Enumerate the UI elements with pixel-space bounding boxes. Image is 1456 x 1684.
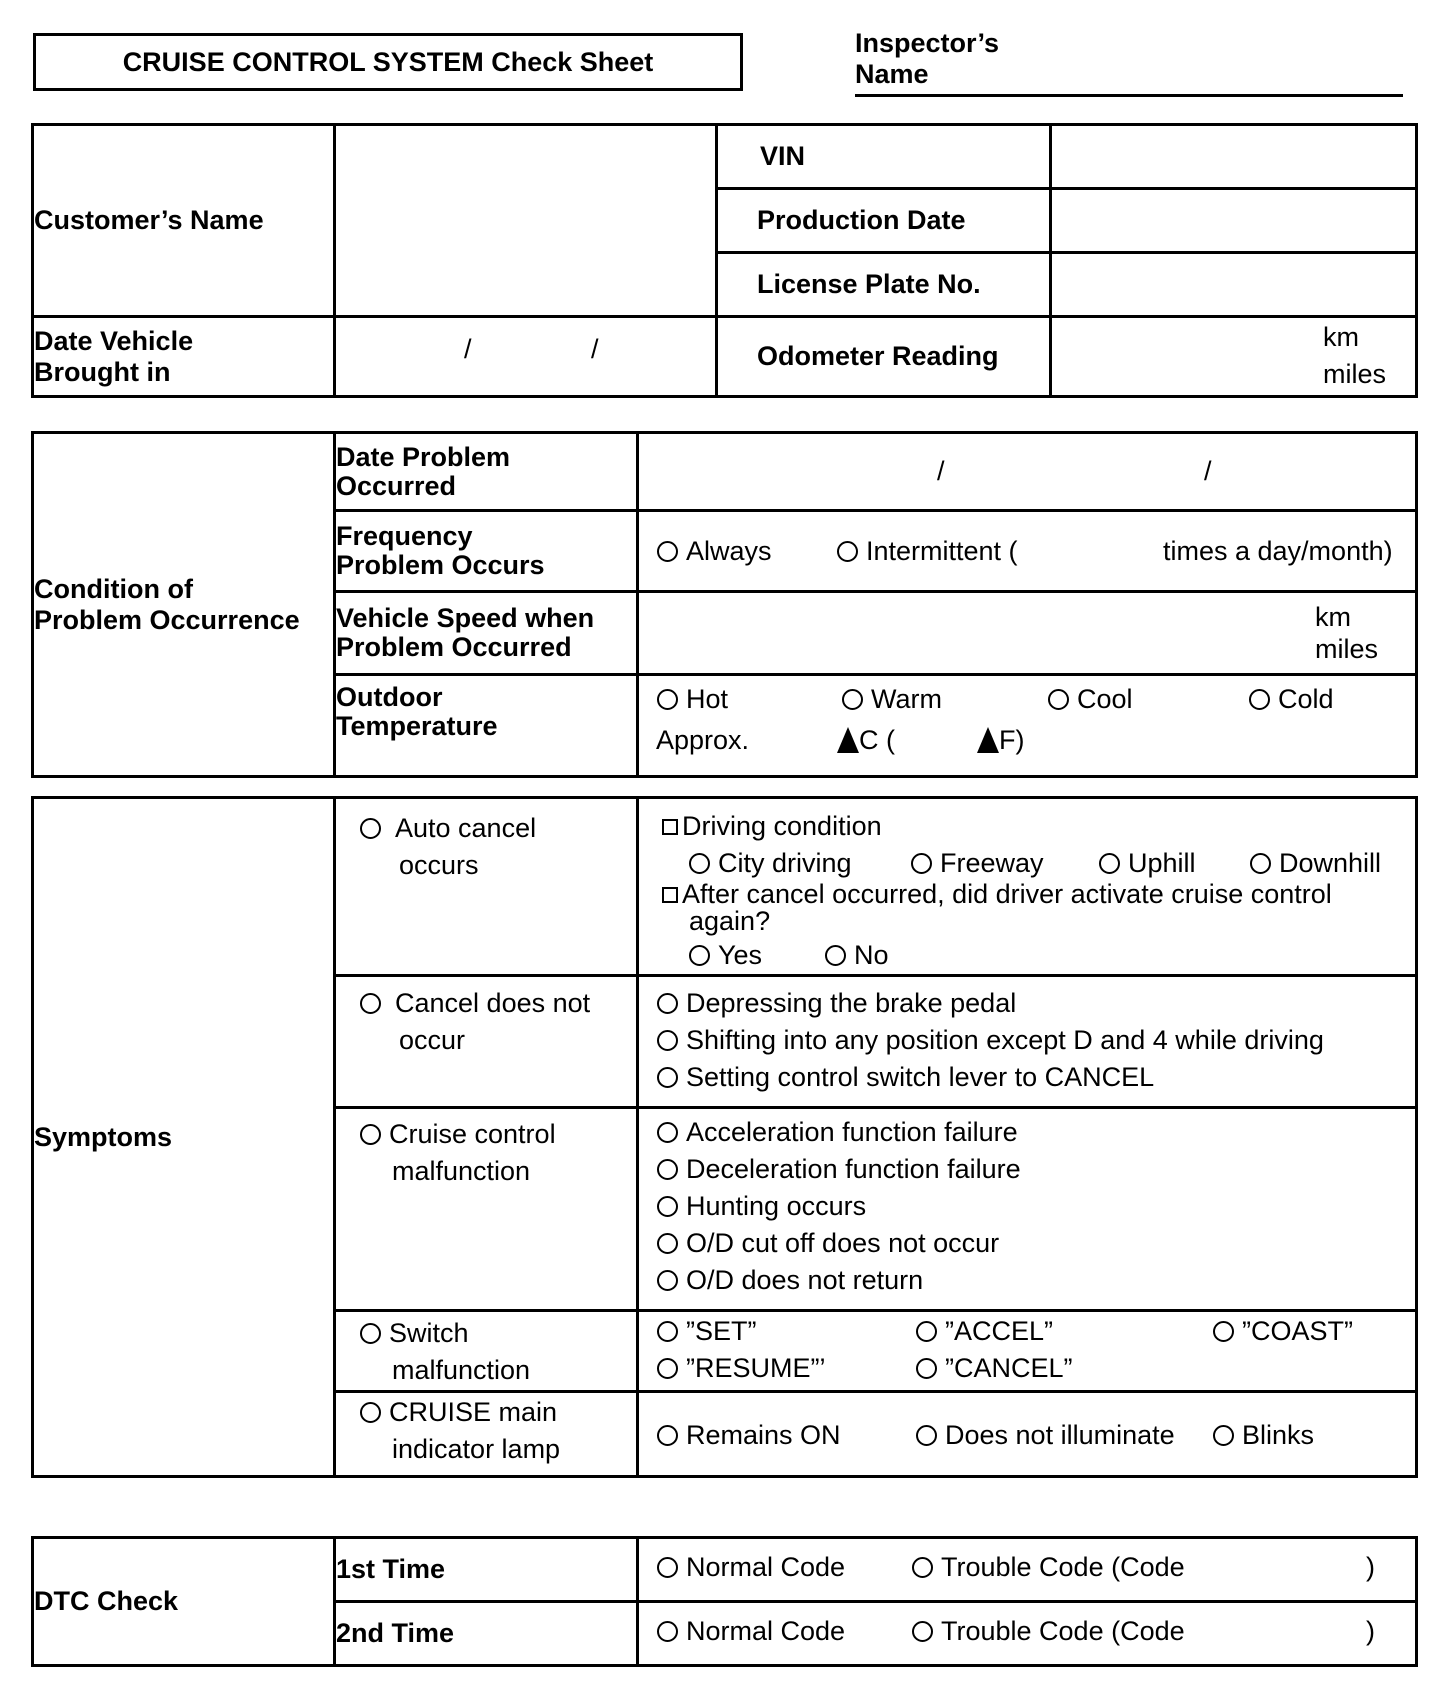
radio-icon[interactable] (842, 689, 863, 710)
setting-cancel-option[interactable]: Setting control switch lever to CANCEL (657, 1062, 1154, 1093)
hunting-option[interactable]: Hunting occurs (657, 1191, 866, 1222)
switch-malfunction-option[interactable]: Switch (360, 1318, 469, 1349)
dtc-second-time-label: 2nd Time (335, 1602, 638, 1666)
temp-warm-option[interactable]: Warm (842, 684, 942, 715)
second-normal-code-option[interactable]: Normal Code (657, 1616, 845, 1647)
radio-icon[interactable] (360, 1402, 381, 1423)
inspector-name-label (855, 28, 999, 90)
second-code-close: ) (1366, 1616, 1375, 1646)
radio-icon[interactable] (657, 1030, 678, 1051)
condition-title-line2: Problem Occurrence (34, 604, 300, 635)
date-slash: / (1204, 456, 1212, 486)
radio-icon[interactable] (916, 1425, 937, 1446)
indicator-lamp-line2: indicator lamp (392, 1434, 561, 1464)
degree-marker-icon (977, 727, 999, 753)
first-code-close: ) (1366, 1552, 1375, 1582)
cancel-not-occur-option[interactable]: Cancel does not (360, 988, 590, 1019)
unit-miles: miles (1323, 359, 1387, 389)
auto-cancel-symptom (335, 798, 638, 976)
speed-line1: Vehicle Speed when (336, 603, 595, 633)
vin-field[interactable] (1051, 125, 1417, 189)
radio-icon[interactable] (912, 1621, 933, 1642)
malfunction-line2: malfunction (392, 1156, 531, 1186)
cancel-not-line2: occur (399, 1025, 466, 1055)
radio-icon[interactable] (657, 1425, 678, 1446)
switch-resume-option[interactable]: ”RESUME”’ (657, 1353, 826, 1384)
first-trouble-code-option[interactable]: Trouble Code (Code (912, 1552, 1185, 1583)
radio-icon[interactable] (657, 1270, 678, 1291)
date-problem-line2: Occurred (336, 470, 457, 501)
no-option[interactable]: No (825, 940, 889, 971)
switch-accel-option[interactable]: ”ACCEL” (916, 1316, 1053, 1347)
after-cancel-checkbox[interactable]: After cancel occurred, did driver activate cruise control (662, 879, 1332, 910)
switch-cancel-option[interactable]: ”CANCEL” (916, 1353, 1073, 1384)
radio-icon[interactable] (657, 1159, 678, 1180)
radio-icon[interactable] (657, 1233, 678, 1254)
outdoor-temp-label (335, 675, 638, 777)
odometer-field[interactable] (1051, 317, 1417, 397)
outdoor-temp-options (638, 675, 1417, 777)
radio-icon[interactable] (1250, 853, 1271, 874)
dtc-first-time-label: 1st Time (335, 1538, 638, 1602)
dtc-first-time-options (638, 1538, 1417, 1602)
brake-pedal-option[interactable]: Depressing the brake pedal (657, 988, 1016, 1019)
frequency-line2: Problem Occurs (336, 550, 545, 580)
temp-cold-option[interactable]: Cold (1249, 684, 1334, 715)
radio-icon[interactable] (916, 1358, 937, 1379)
temp-cool-option[interactable]: Cool (1048, 684, 1133, 715)
date-brought-line1: Date Vehicle (34, 325, 194, 356)
malfunction-details (638, 1108, 1417, 1311)
remains-on-option[interactable]: Remains ON (657, 1420, 841, 1451)
unit-km: km (1323, 322, 1359, 352)
radio-icon[interactable] (657, 1321, 678, 1342)
radio-icon[interactable] (657, 1358, 678, 1379)
date-problem-line1: Date Problem (336, 441, 511, 472)
radio-icon[interactable] (911, 853, 932, 874)
not-illuminate-option[interactable]: Does not illuminate (916, 1420, 1175, 1451)
od-cut-option[interactable]: O/D cut off does not occur (657, 1228, 999, 1259)
radio-icon[interactable] (916, 1321, 937, 1342)
vin-label: VIN (717, 125, 1051, 189)
temp-line2: Temperature (336, 711, 498, 741)
dtc-check-label: DTC Check (33, 1538, 335, 1666)
temp-hot-option[interactable]: Hot (657, 684, 728, 715)
unit-miles: miles (1315, 634, 1379, 664)
radio-icon[interactable] (1213, 1321, 1234, 1342)
date-brought-in-field[interactable] (335, 317, 717, 397)
radio-icon[interactable] (657, 1621, 678, 1642)
auto-cancel-line2: occurs (399, 850, 479, 880)
radio-icon[interactable] (657, 1196, 678, 1217)
celsius-field[interactable]: C ( (837, 725, 895, 756)
radio-icon[interactable] (912, 1557, 933, 1578)
accel-failure-option[interactable]: Acceleration function failure (657, 1117, 1018, 1148)
inspector-label-line1: Inspector’s (855, 28, 1000, 58)
condition-title-line1: Condition of (34, 573, 193, 604)
blinks-option[interactable]: Blinks (1213, 1420, 1314, 1451)
symptoms-table (31, 796, 1418, 1478)
auto-cancel-option[interactable]: Auto cancel (360, 813, 536, 844)
freq-intermittent-option[interactable]: Intermittent ( (837, 536, 1018, 567)
license-plate-label: License Plate No. (717, 253, 1051, 317)
cruise-malfunction-option[interactable]: Cruise control (360, 1119, 556, 1150)
dtc-check-table (31, 1536, 1418, 1667)
radio-icon[interactable] (689, 945, 710, 966)
radio-icon[interactable] (1099, 853, 1120, 874)
freeway-option[interactable]: Freeway (911, 848, 1044, 879)
radio-icon[interactable] (360, 993, 381, 1014)
frequency-options (638, 511, 1417, 592)
radio-icon[interactable] (689, 853, 710, 874)
radio-icon[interactable] (657, 541, 678, 562)
radio-icon[interactable] (657, 1557, 678, 1578)
switch-line2: malfunction (392, 1355, 531, 1385)
checkbox-icon[interactable] (662, 819, 678, 835)
date-brought-line2: Brought in (34, 356, 171, 387)
unit-km: km (1315, 602, 1351, 632)
radio-icon[interactable] (657, 993, 678, 1014)
customer-name-field[interactable] (335, 125, 717, 317)
indicator-lamp-details (638, 1392, 1417, 1477)
downhill-option[interactable]: Downhill (1250, 848, 1381, 879)
vehicle-speed-field[interactable] (638, 592, 1417, 675)
city-driving-option[interactable]: City driving (689, 848, 852, 879)
radio-icon[interactable] (360, 818, 381, 839)
radio-icon[interactable] (657, 1122, 678, 1143)
freq-times-label: times a day/month) (1163, 536, 1393, 566)
fahrenheit-field[interactable]: F) (977, 725, 1024, 756)
inspector-label-line2: Name (855, 59, 929, 89)
date-slash: / (937, 456, 945, 486)
switch-coast-option[interactable]: ”COAST” (1213, 1316, 1353, 1347)
radio-icon[interactable] (1213, 1425, 1234, 1446)
date-slash: / (591, 334, 599, 364)
production-date-field[interactable] (1051, 189, 1417, 253)
radio-icon[interactable] (360, 1124, 381, 1145)
date-problem-field[interactable] (638, 433, 1417, 511)
radio-icon[interactable] (1048, 689, 1069, 710)
radio-icon[interactable] (1249, 689, 1270, 710)
freq-always-option[interactable]: Always (657, 536, 772, 567)
odometer-label: Odometer Reading (717, 317, 1051, 397)
condition-table (31, 431, 1418, 778)
checkbox-icon[interactable] (662, 887, 678, 903)
date-brought-in-label (33, 317, 335, 397)
switch-details (638, 1311, 1417, 1392)
dtc-second-time-options (638, 1602, 1417, 1666)
frequency-label (335, 511, 638, 592)
date-slash: / (464, 334, 472, 364)
speed-line2: Problem Occurred (336, 632, 572, 662)
check-sheet-title: CRUISE CONTROL SYSTEM Check Sheet (33, 33, 743, 91)
first-normal-code-option[interactable]: Normal Code (657, 1552, 845, 1583)
radio-icon[interactable] (657, 1067, 678, 1088)
frequency-line1: Frequency (336, 521, 473, 551)
cancel-not-occur-details (638, 976, 1417, 1108)
radio-icon[interactable] (837, 541, 858, 562)
od-return-option[interactable]: O/D does not return (657, 1265, 923, 1296)
license-plate-field[interactable] (1051, 253, 1417, 317)
temp-line1: Outdoor (336, 682, 443, 712)
radio-icon[interactable] (825, 945, 846, 966)
date-problem-label (335, 433, 638, 511)
radio-icon[interactable] (360, 1323, 381, 1344)
degree-marker-icon (837, 727, 859, 753)
switch-malfunction-symptom (335, 1311, 638, 1392)
decel-failure-option[interactable]: Deceleration function failure (657, 1154, 1021, 1185)
indicator-lamp-option[interactable]: CRUISE main (360, 1397, 557, 1428)
second-trouble-code-option[interactable]: Trouble Code (Code (912, 1616, 1185, 1647)
yes-option[interactable]: Yes (689, 940, 762, 971)
approx-label: Approx. (656, 725, 750, 755)
malfunction-symptom (335, 1108, 638, 1311)
driving-condition-checkbox[interactable]: Driving condition (662, 811, 882, 842)
vehicle-speed-label (335, 592, 638, 675)
indicator-lamp-symptom (335, 1392, 638, 1477)
inspector-name-field[interactable] (855, 94, 1403, 97)
customer-name-label: Customer’s Name (33, 125, 335, 317)
shifting-option[interactable]: Shifting into any position except D and 4 while driving (657, 1025, 1324, 1056)
condition-section-label (33, 433, 335, 777)
radio-icon[interactable] (657, 689, 678, 710)
auto-cancel-details (638, 798, 1417, 976)
vehicle-info-table (31, 123, 1418, 398)
after-cancel-line2: again? (689, 906, 771, 936)
uphill-option[interactable]: Uphill (1099, 848, 1196, 879)
production-date-label: Production Date (717, 189, 1051, 253)
cancel-not-occur-symptom (335, 976, 638, 1108)
symptoms-section-label: Symptoms (33, 798, 335, 1477)
switch-set-option[interactable]: ”SET” (657, 1316, 757, 1347)
